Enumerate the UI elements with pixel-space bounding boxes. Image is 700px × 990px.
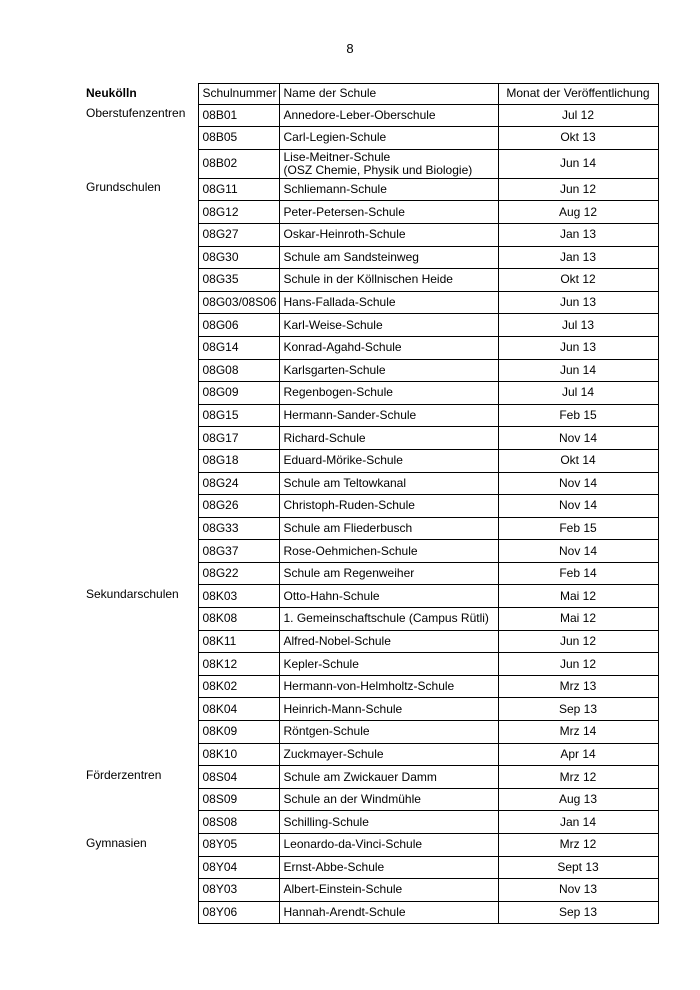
- publication-month-cell: Jul 12: [498, 104, 658, 127]
- category-label: [84, 246, 198, 269]
- school-number-cell: 08G22: [198, 562, 279, 585]
- school-number-cell: 08G27: [198, 223, 279, 246]
- school-name-cell: Annedore-Leber-Oberschule: [279, 104, 498, 127]
- school-number-cell: 08Y06: [198, 901, 279, 924]
- table-row: [84, 834, 658, 857]
- school-name-cell: Schule in der Köllnischen Heide: [279, 269, 498, 292]
- category-label: [84, 562, 198, 585]
- school-name-cell: Otto-Hahn-Schule: [279, 585, 498, 608]
- table-row: [84, 336, 658, 359]
- school-number-cell: 08K09: [198, 721, 279, 744]
- table-row: [84, 585, 658, 608]
- school-name-cell: Hermann-von-Helmholtz-Schule: [279, 675, 498, 698]
- school-name-cell: Schliemann-Schule: [279, 178, 498, 201]
- table-row: [84, 879, 658, 902]
- category-label: [84, 359, 198, 382]
- category-label: [84, 336, 198, 359]
- category-label: [84, 223, 198, 246]
- school-number-cell: 08K03: [198, 585, 279, 608]
- publication-month-cell: Nov 14: [498, 427, 658, 450]
- school-number-cell: 08B05: [198, 127, 279, 150]
- publication-month-cell: Apr 14: [498, 743, 658, 766]
- school-number-cell: 08G26: [198, 495, 279, 518]
- publication-month-cell: Jun 12: [498, 630, 658, 653]
- school-number-cell: 08B02: [198, 149, 279, 178]
- publication-month-cell: Jun 14: [498, 149, 658, 178]
- publication-month-cell: Jun 14: [498, 359, 658, 382]
- publication-month-cell: Okt 12: [498, 269, 658, 292]
- table-row: [84, 630, 658, 653]
- publication-month-cell: Okt 14: [498, 449, 658, 472]
- school-name-line: (OSZ Chemie, Physik und Biologie): [283, 162, 473, 177]
- category-label: [84, 404, 198, 427]
- school-name-cell: Hermann-Sander-Schule: [279, 404, 498, 427]
- school-name-cell: Schilling-Schule: [279, 811, 498, 834]
- school-number-cell: 08G06: [198, 314, 279, 337]
- table-row: [84, 382, 658, 405]
- column-header-number: Schulnummer: [198, 84, 279, 105]
- school-number-cell: 08G35: [198, 269, 279, 292]
- category-label: [84, 127, 198, 150]
- table-row: [84, 291, 658, 314]
- category-label: [84, 314, 198, 337]
- category-label: [84, 472, 198, 495]
- category-label: [84, 879, 198, 902]
- table-row: [84, 495, 658, 518]
- category-label: [84, 201, 198, 224]
- table-row: [84, 149, 658, 178]
- publication-month-cell: Sep 13: [498, 901, 658, 924]
- schools-table: [84, 83, 659, 924]
- publication-month-cell: Mai 12: [498, 585, 658, 608]
- school-name-cell: Leonardo-da-Vinci-Schule: [279, 834, 498, 857]
- school-name-cell: Carl-Legien-Schule: [279, 127, 498, 150]
- school-number-cell: 08Y04: [198, 856, 279, 879]
- publication-month-cell: Mrz 12: [498, 834, 658, 857]
- school-name-cell: Kepler-Schule: [279, 653, 498, 676]
- school-name-cell: Rose-Oehmichen-Schule: [279, 540, 498, 563]
- school-name-cell: Richard-Schule: [279, 427, 498, 450]
- school-number-cell: 08G33: [198, 517, 279, 540]
- table-row: [84, 427, 658, 450]
- school-name-cell: Regenbogen-Schule: [279, 382, 498, 405]
- school-name-cell: Hannah-Arendt-Schule: [279, 901, 498, 924]
- school-name-cell: Schule am Zwickauer Damm: [279, 766, 498, 789]
- school-name-cell: Albert-Einstein-Schule: [279, 879, 498, 902]
- table-row: [84, 404, 658, 427]
- school-number-cell: 08K10: [198, 743, 279, 766]
- school-name-cell: Heinrich-Mann-Schule: [279, 698, 498, 721]
- school-number-cell: 08Y03: [198, 879, 279, 902]
- school-name-cell: Karl-Weise-Schule: [279, 314, 498, 337]
- column-header-month: Monat der Veröffentlichung: [498, 84, 658, 105]
- category-label: [84, 382, 198, 405]
- publication-month-cell: Nov 14: [498, 495, 658, 518]
- publication-month-cell: Okt 13: [498, 127, 658, 150]
- category-label: [84, 788, 198, 811]
- category-label: Gymnasien: [86, 835, 147, 850]
- school-name-cell: Hans-Fallada-Schule: [279, 291, 498, 314]
- school-number-cell: 08G37: [198, 540, 279, 563]
- publication-month-cell: Sept 13: [498, 856, 658, 879]
- school-number-cell: 08G12: [198, 201, 279, 224]
- school-name-cell: Schule an der Windmühle: [279, 788, 498, 811]
- school-name-cell: Schule am Sandsteinweg: [279, 246, 498, 269]
- category-label: [84, 721, 198, 744]
- school-name-cell: Eduard-Mörike-Schule: [279, 449, 498, 472]
- table-row: [84, 653, 658, 676]
- school-number-cell: 08K12: [198, 653, 279, 676]
- publication-month-cell: Mai 12: [498, 608, 658, 631]
- district-heading: Neukölln: [86, 86, 137, 101]
- school-number-cell: 08G30: [198, 246, 279, 269]
- school-number-cell: 08K11: [198, 630, 279, 653]
- publication-month-cell: Jan 14: [498, 811, 658, 834]
- table-row: [84, 766, 658, 789]
- publication-month-cell: Aug 13: [498, 788, 658, 811]
- category-label: [84, 449, 198, 472]
- category-label: Sekundarschulen: [86, 586, 179, 601]
- table-row: [84, 675, 658, 698]
- publication-month-cell: Mrz 12: [498, 766, 658, 789]
- school-number-cell: 08S09: [198, 788, 279, 811]
- school-name-line: Lise-Meitner-Schule: [283, 149, 391, 164]
- school-number-cell: 08K02: [198, 675, 279, 698]
- category-label: [84, 495, 198, 518]
- table-row: [84, 901, 658, 924]
- table-row: [84, 608, 658, 631]
- school-name-cell: 1. Gemeinschaftschule (Campus Rütli): [279, 608, 498, 631]
- category-label: [84, 811, 198, 834]
- school-number-cell: 08G03/08S06: [198, 291, 279, 314]
- category-label: [84, 698, 198, 721]
- school-name-cell: Konrad-Agahd-Schule: [279, 336, 498, 359]
- category-label: [84, 149, 198, 178]
- table-row: [84, 269, 658, 292]
- category-label: Oberstufenzentren: [86, 106, 186, 121]
- school-number-cell: 08S08: [198, 811, 279, 834]
- publication-month-cell: Mrz 13: [498, 675, 658, 698]
- school-name-cell: Alfred-Nobel-Schule: [279, 630, 498, 653]
- school-number-cell: 08K04: [198, 698, 279, 721]
- publication-month-cell: Feb 14: [498, 562, 658, 585]
- category-label: Förderzentren: [86, 767, 162, 782]
- school-number-cell: 08G09: [198, 382, 279, 405]
- school-name-cell: Schule am Teltowkanal: [279, 472, 498, 495]
- table-row: [84, 104, 658, 127]
- school-number-cell: 08G18: [198, 449, 279, 472]
- table-header-row: [84, 84, 658, 105]
- table-row: [84, 201, 658, 224]
- school-number-cell: 08Y05: [198, 834, 279, 857]
- category-label: Grundschulen: [86, 180, 161, 195]
- table-row: [84, 449, 658, 472]
- category-label: [84, 901, 198, 924]
- category-label: [84, 517, 198, 540]
- category-label: [84, 291, 198, 314]
- table-row: [84, 223, 658, 246]
- publication-month-cell: Mrz 14: [498, 721, 658, 744]
- school-number-cell: 08G17: [198, 427, 279, 450]
- school-number-cell: 08G24: [198, 472, 279, 495]
- page-number: 8: [346, 41, 354, 56]
- school-name-cell: Schule am Fliederbusch: [279, 517, 498, 540]
- table-row: [84, 246, 658, 269]
- table-row: [84, 314, 658, 337]
- school-name-cell: Oskar-Heinroth-Schule: [279, 223, 498, 246]
- publication-month-cell: Feb 15: [498, 517, 658, 540]
- school-number-cell: 08K08: [198, 608, 279, 631]
- publication-month-cell: Jan 13: [498, 246, 658, 269]
- category-label: [84, 675, 198, 698]
- school-name-cell: Zuckmayer-Schule: [279, 743, 498, 766]
- category-label: [84, 540, 198, 563]
- category-label: [84, 743, 198, 766]
- publication-month-cell: Sep 13: [498, 698, 658, 721]
- school-name-cell: Ernst-Abbe-Schule: [279, 856, 498, 879]
- category-label: [84, 653, 198, 676]
- school-number-cell: 08G15: [198, 404, 279, 427]
- category-label: [84, 269, 198, 292]
- publication-month-cell: Jul 14: [498, 382, 658, 405]
- publication-month-cell: Jun 12: [498, 178, 658, 201]
- publication-month-cell: Feb 15: [498, 404, 658, 427]
- table-row: [84, 856, 658, 879]
- table-row: [84, 127, 658, 150]
- table-row: [84, 562, 658, 585]
- publication-month-cell: Nov 14: [498, 472, 658, 495]
- school-number-cell: 08G11: [198, 178, 279, 201]
- publication-month-cell: Jun 12: [498, 653, 658, 676]
- category-label: [84, 856, 198, 879]
- publication-month-cell: Jun 13: [498, 336, 658, 359]
- publication-month-cell: Jun 13: [498, 291, 658, 314]
- publication-month-cell: Aug 12: [498, 201, 658, 224]
- publication-month-cell: Nov 14: [498, 540, 658, 563]
- publication-month-cell: Jul 13: [498, 314, 658, 337]
- table-row: [84, 788, 658, 811]
- publication-month-cell: Nov 13: [498, 879, 658, 902]
- school-number-cell: 08G14: [198, 336, 279, 359]
- table-row: [84, 359, 658, 382]
- school-number-cell: 08B01: [198, 104, 279, 127]
- category-label: [84, 427, 198, 450]
- table-row: [84, 517, 658, 540]
- table-row: [84, 472, 658, 495]
- column-header-name: Name der Schule: [279, 84, 498, 105]
- school-name-cell: Röntgen-Schule: [279, 721, 498, 744]
- table-row: [84, 178, 658, 201]
- school-name-cell: Peter-Petersen-Schule: [279, 201, 498, 224]
- school-number-cell: 08G08: [198, 359, 279, 382]
- school-number-cell: 08S04: [198, 766, 279, 789]
- table-row: [84, 811, 658, 834]
- school-name-cell: [279, 149, 498, 178]
- category-label: [84, 630, 198, 653]
- school-name-cell: Karlsgarten-Schule: [279, 359, 498, 382]
- table-row: [84, 698, 658, 721]
- school-name-cell: Christoph-Ruden-Schule: [279, 495, 498, 518]
- publication-month-cell: Jan 13: [498, 223, 658, 246]
- table-row: [84, 540, 658, 563]
- category-label: [84, 608, 198, 631]
- table-row: [84, 721, 658, 744]
- school-name-cell: Schule am Regenweiher: [279, 562, 498, 585]
- table-row: [84, 743, 658, 766]
